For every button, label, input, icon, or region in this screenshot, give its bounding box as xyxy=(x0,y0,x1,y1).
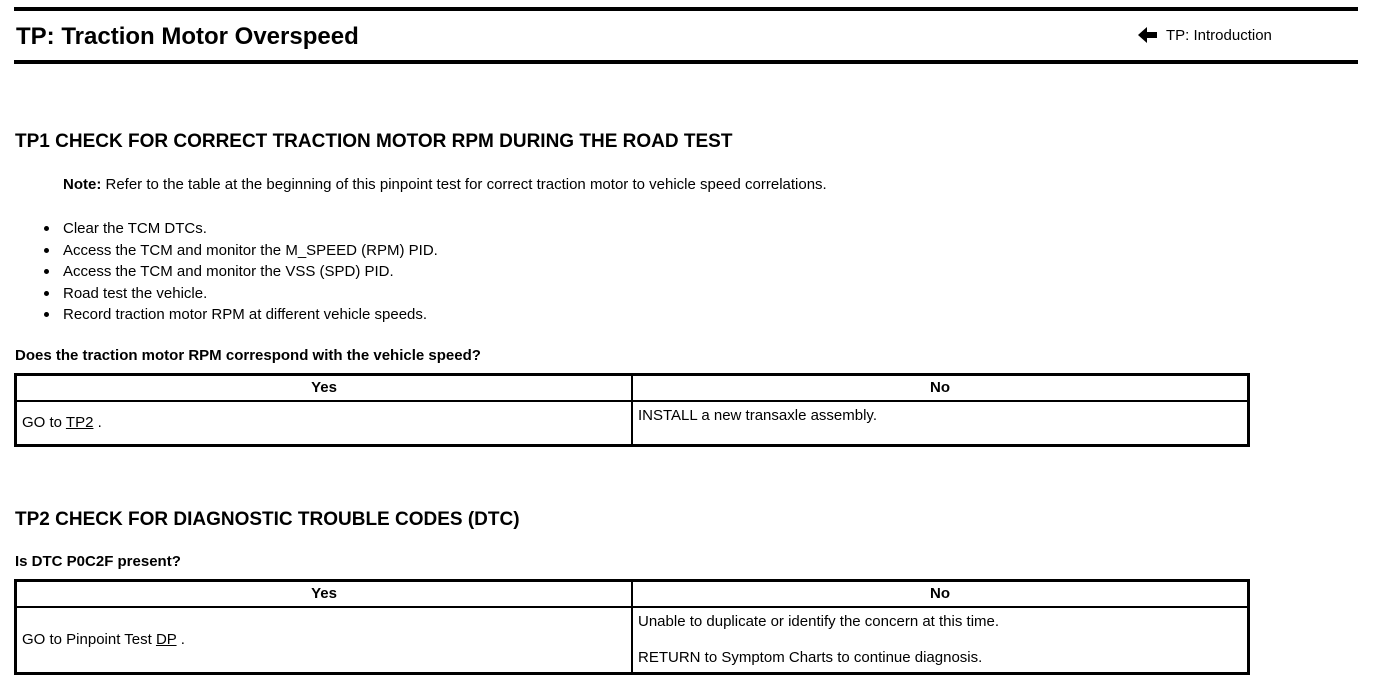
note-label: Note: xyxy=(63,176,102,193)
bullet-icon xyxy=(44,312,49,317)
table-row xyxy=(16,607,1249,673)
tp2-link[interactable]: TP2 xyxy=(65,414,94,432)
table-row xyxy=(16,401,1249,445)
step-text: Road test the vehicle. xyxy=(63,284,208,302)
tp2-heading: TP2 CHECK FOR DIAGNOSTIC TROUBLE CODES (DTC) xyxy=(15,509,520,530)
left-arrow-icon xyxy=(1138,27,1157,43)
bullet-icon xyxy=(44,226,49,231)
header-rule-top xyxy=(14,7,1358,11)
step-text: Clear the TCM DTCs. xyxy=(63,220,207,237)
step-text: Access the TCM and monitor the VSS (SPD) PID. xyxy=(63,263,394,280)
list-item xyxy=(44,218,438,240)
list-item xyxy=(44,240,438,262)
yes-cell xyxy=(16,401,633,445)
no-text: INSTALL a new transaxle assembly. xyxy=(638,407,877,424)
no-text: Unable to duplicate or identify the concern at this time. xyxy=(638,613,1000,630)
yes-prefix: GO to xyxy=(22,414,66,432)
table-header-row xyxy=(16,375,1249,402)
step-text: Access the TCM and monitor the M_SPEED (RPM) PID. xyxy=(63,241,438,259)
bullet-icon xyxy=(44,269,49,274)
column-header-yes: Yes xyxy=(16,581,633,608)
tp1-steps-list xyxy=(44,218,438,326)
yes-prefix: GO to Pinpoint Test xyxy=(22,631,156,649)
tp1-heading: TP1 CHECK FOR CORRECT TRACTION MOTOR RPM DURING THE ROAD TEST xyxy=(15,131,733,152)
list-item xyxy=(44,304,438,326)
column-header-no: No xyxy=(632,581,1249,608)
note-text: Refer to the table at the beginning of this pinpoint test for correct traction motor to vehicle speed correlations. xyxy=(101,176,827,193)
yes-suffix: . xyxy=(176,631,185,649)
no-cell xyxy=(632,607,1249,673)
tp2-result-table xyxy=(14,579,1250,675)
no-text: RETURN to Symptom Charts to continue diagnosis. xyxy=(638,649,983,666)
tp1-question: Does the traction motor RPM correspond with the vehicle speed? xyxy=(15,347,481,364)
yes-cell xyxy=(16,607,633,673)
table-header-row xyxy=(16,581,1249,608)
bullet-icon xyxy=(44,291,49,296)
dp-link[interactable]: DP xyxy=(155,631,177,649)
tp1-result-table xyxy=(14,373,1250,447)
header-rule-bottom xyxy=(14,60,1358,64)
tp2-question: Is DTC P0C2F present? xyxy=(15,553,181,570)
list-item xyxy=(44,283,438,305)
list-item xyxy=(44,261,438,283)
column-header-no: No xyxy=(632,375,1249,402)
page-title: TP: Traction Motor Overspeed xyxy=(16,23,359,50)
no-cell xyxy=(632,401,1249,445)
yes-suffix: . xyxy=(93,414,102,432)
back-link-label: TP: Introduction xyxy=(1166,26,1272,44)
tp1-note xyxy=(63,175,827,195)
step-text: Record traction motor RPM at different vehicle speeds. xyxy=(63,306,428,323)
back-link-introduction[interactable] xyxy=(1138,25,1272,45)
column-header-yes: Yes xyxy=(16,375,633,402)
bullet-icon xyxy=(44,248,49,253)
